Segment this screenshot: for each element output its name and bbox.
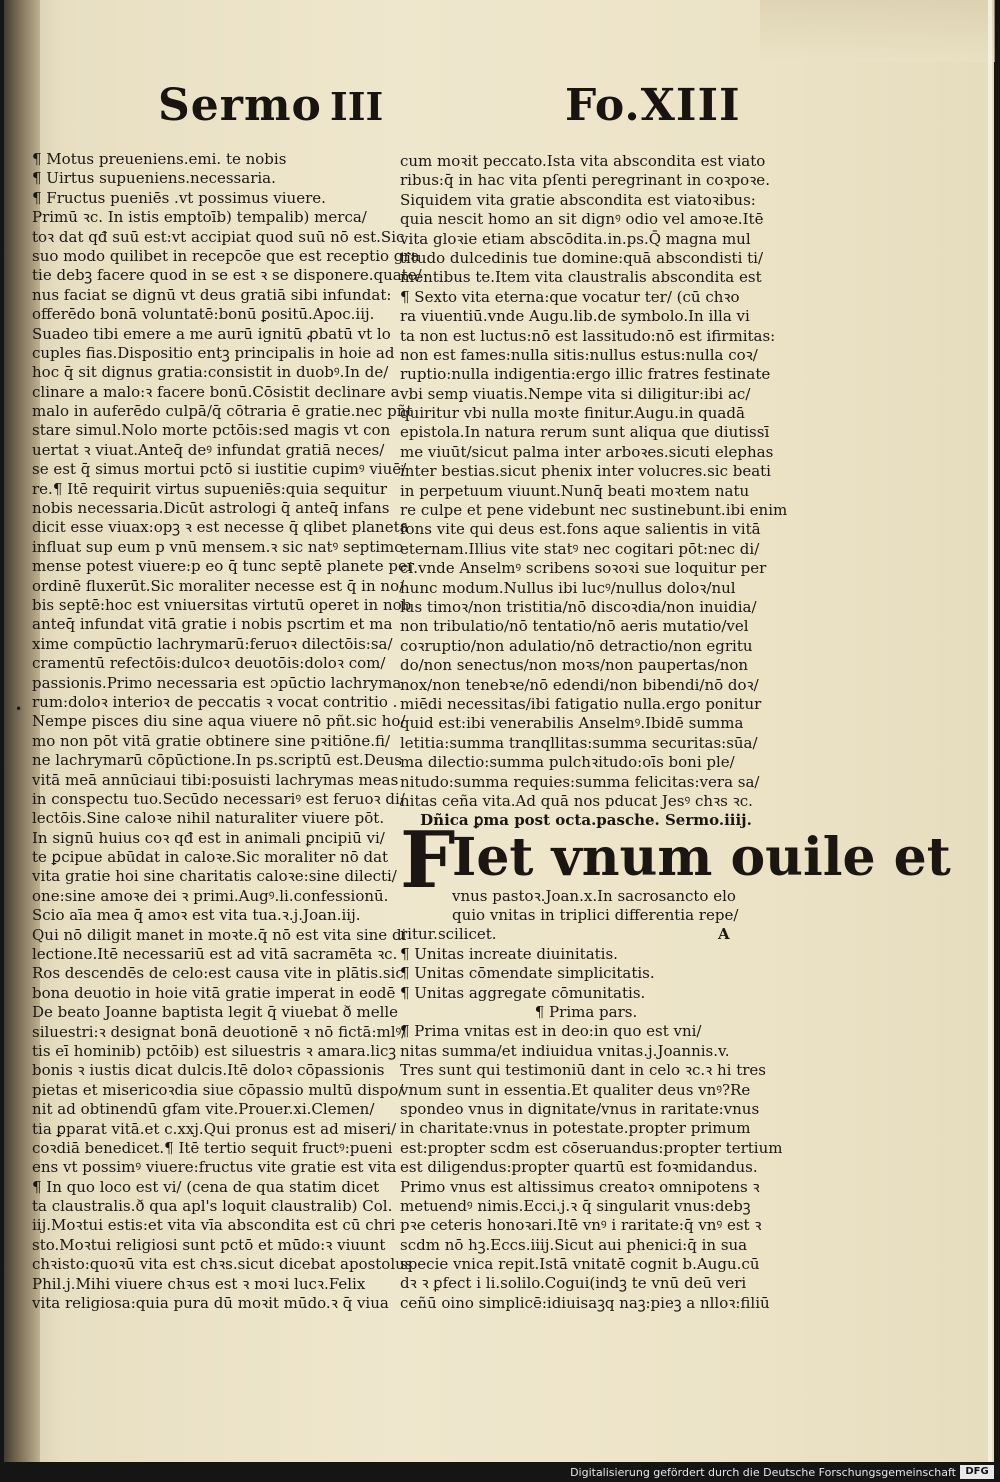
text-line: letitia:summa tranqllitas:summa securitas:sūa/ (400, 733, 758, 752)
text-line: ceñū oino simplicē:idiuisaꝫq naꝫ:pieꝫ a nlloꝛ:filiū (400, 1293, 770, 1312)
text-line: malo in auferēdo culpā/q̄ cōtraria ē gratie.nec pñt (32, 402, 413, 421)
right-column-top-text (400, 152, 788, 811)
text-line: ¶ Uirtus supueniens.necessaria. (32, 169, 276, 188)
text-line: vbi semp viuatis.Nempe vita si diligitur:ibi ac/ (400, 384, 751, 403)
page-edge (988, 0, 992, 1462)
text-line: Phil.j.Mihi viuere chꝛus est ꝛ moꝛi lucꝛ.Felix (32, 1274, 366, 1293)
right-text-column (400, 152, 951, 1313)
text-line: ribus:q̄ in hac vita pſenti peregrinant in coꝛpoꝛe. (400, 171, 770, 190)
text-line: ¶ In quo loco est vi/ (cena de qua statim dicet (32, 1177, 380, 1196)
text-line: quia nescit homo an sit dignꝰ odio vel amoꝛe.Itē (400, 210, 764, 229)
text-line: coꝛruptio/non adulatio/nō detractio/non egritu (400, 636, 753, 655)
text-line: nitudo:summa requies:summa felicitas:vera sa/ (400, 772, 760, 791)
text-line: cum moꝛit peccato.Ista vita abscondita est viato (400, 152, 766, 170)
text-line: lectōis.Sine caloꝛe nihil naturaliter viuere pōt. (32, 809, 385, 828)
text-line: miēdi necessitas/ibi fatigatio nulla.ergo ponitur (400, 694, 762, 713)
sermon-heading-text: Iet vnum ouile et (452, 826, 951, 888)
text-line: eternam.Illius vite statꝰ nec cogitari pōt:nec di/ (400, 539, 760, 558)
text-line: quiritur vbi nulla moꝛte finitur.Augu.in quadā (400, 404, 745, 423)
text-line: rum:doloꝛ interioꝛ de peccatis ꝛ vocat contritio . (32, 692, 398, 711)
text-line: ¶ Prima pars. (534, 1003, 638, 1022)
text-line: ¶ Unitas cōmendate simplicitatis. (400, 964, 655, 983)
text-line: bis septē:hoc est vniuersitas virtutū operet in nob (32, 595, 412, 614)
text-line: In signū huius coꝛ qđ est in animali ꝑncipiū vi/ (32, 828, 385, 847)
text-line: Primū ꝛc. In istis emptoīb) tempalib) merca/ (32, 208, 367, 227)
text-line: spondeo vnus in dignitate/vnus in raritate:vnus (400, 1099, 760, 1118)
text-line: pꝛe ceteris honoꝛari.Itē vnꝰ i raritate:q̄ vnꝰ est ꝛ (400, 1216, 762, 1235)
text-line: anteq̄ infundat vitā gratie i nobis pscrtim et ma (32, 615, 393, 634)
text-line: quio vnitas in triplici differentia repe/ (452, 906, 739, 925)
text-line: dicit esse viuax:opꝫ ꝛ est necesse q̄ qlibet planeta (32, 518, 409, 537)
funding-credit: Digitalisierung gefördert durch die Deutsche Forschungsgemeinschaft (570, 1466, 956, 1479)
text-line: scdm nō hꝫ.Eccs.iiij.Sicut aui phenici:q̄ in sua (400, 1235, 748, 1254)
text-line: xime compūctio lachrymarū:feruoꝛ dilectōis:sa/ (32, 634, 393, 653)
sermon-scilicet: ritur.scilicet. (400, 925, 497, 944)
text-line: nitas summa/et indiuidua vnitas.j.Joannis.v. (400, 1041, 730, 1060)
text-line: nit ad obtinendū gfam vite.Prouer.xi.Clemen/ (32, 1100, 375, 1119)
text-line: vita gloꝛie etiam abscōdita.in.ps.Q̄ magna mul (400, 229, 751, 248)
text-line: te ꝑcipue abūdat in caloꝛe.Sic moraliter nō dat (32, 848, 389, 867)
text-line: vnum sunt in essentia.Et qualiter deus vnꝰ?Re (400, 1080, 751, 1099)
text-line: chꝛisto:quoꝛū vita est chꝛs.sicut dicebat apostolus (32, 1255, 413, 1274)
text-line: me viuūt/sicut palma inter arboꝛes.sicuti elephas (400, 442, 774, 461)
text-line: bona deuotio in hoie vitā gratie imperat in eodē (32, 983, 396, 1002)
text-line: lectione.Itē necessariū est ad vitā sacramēta ꝛc. (32, 945, 398, 964)
text-line: ordinē fluxerūt.Sic moraliter necesse est q̄ in no/ (32, 576, 405, 595)
text-line: Primo vnus est altissimus creatoꝛ omnipotens ꝛ (400, 1177, 760, 1196)
text-line: vnus pastoꝛ.Joan.x.In sacrosancto elo (452, 886, 736, 905)
text-line: tia ꝑparat vitā.et c.xxj.Qui pronus est ad miseri/ (32, 1119, 397, 1138)
text-line: in conspectu tuo.Secūdo necessariꝰ est feruoꝛ di/ (32, 789, 405, 808)
text-line: hoc q̄ sit dignus gratia:consistit in duobꝰ.In de/ (32, 363, 389, 382)
text-line: vita gratie hoi sine charitatis caloꝛe:sine dilecti/ (32, 867, 397, 886)
text-line: nus faciat se dignū vt deus gratiā sibi infundat: (32, 285, 392, 304)
text-line: re.¶ Itē requirit virtus supueniēs:quia sequitur (32, 479, 388, 498)
text-line: Qui nō diligit manet in moꝛte.q̄ nō est vita sine di (32, 925, 407, 944)
sermon-initial: F (400, 814, 456, 906)
text-line: clinare a malo:ꝛ facere bonū.Cōsistit declinare a (32, 382, 400, 401)
text-line: Scio aīa mea q̄ amoꝛ est vita tua.ꝛ.j.Joan.iij. (32, 906, 361, 925)
text-line: ra viuentiū.vnde Augu.lib.de symbolo.In illa vi (400, 307, 750, 326)
text-line: siluestri:ꝛ designat bonā deuotionē ꝛ nō fictā:mlꝰ/ (32, 1022, 407, 1041)
text-line: ruptio:nulla indigentia:ergo illic fratres festinate (400, 365, 771, 384)
text-line: re culpe et pene videbunt nec sustinebunt.ibi enim (400, 501, 788, 520)
text-line: suo modo quilibet in recepcōe que est receptio gra (32, 246, 420, 265)
text-line: in charitate:vnus in potestate.propter primum (400, 1119, 751, 1138)
text-line: mentibus te.Item vita claustralis abscondita est (400, 268, 762, 287)
text-line: specie vnica repit.Istā vnitatē cognit b.Augu.cū (400, 1255, 760, 1274)
dfg-logo: DFG (960, 1465, 994, 1479)
text-line: do/non senectus/non moꝛs/non paupertas/non (400, 656, 749, 675)
text-line: ¶ Sexto vita eterna:que vocatur ter/ (cū chꝛo (400, 287, 740, 306)
text-line: ci.vnde Anselmꝰ scribens soꝛoꝛi sue loquitur per (400, 559, 767, 578)
signature-mark: A (718, 925, 730, 944)
text-line: ¶ Fructus pueniēs .vt possimus viuere. (32, 188, 326, 207)
text-line: in perpetuum viuunt.Nunq̄ beati moꝛtem natu (400, 481, 750, 500)
text-line: sto.Moꝛtui religiosi sunt pctō et mūdo:ꝛ viuunt (32, 1235, 386, 1254)
text-line: metuendꝰ nimis.Ecci.j.ꝛ q̄ singularit vnus:debꝫ (400, 1196, 751, 1215)
header-left-number: III (330, 84, 384, 129)
text-line: nox/non tenebꝛe/nō edendi/non bibendi/nō doꝛ/ (400, 675, 759, 694)
header-folio: Fo.XIII (565, 80, 741, 131)
text-line: uertat ꝛ viuat.Anteq̄ deꝰ infundat gratiā neces/ (32, 440, 385, 459)
paper-stain (760, 0, 995, 62)
text-line: ¶ Prima vnitas est in deo:in quo est vni/ (400, 1022, 702, 1041)
sermon-subheading (400, 887, 772, 926)
text-line: bonis ꝛ iustis dicat dulcis.Itē doloꝛ cōpassionis (32, 1061, 385, 1080)
text-line: inter bestias.sicut phenix inter volucres.sic beati (400, 462, 771, 481)
text-line: one:sine amoꝛe dei ꝛ primi.Augꝰ.li.confessionū. (32, 886, 389, 905)
text-line: Siquidem vita gratie abscondita est viatoꝛibus: (400, 190, 756, 209)
footer-bar (0, 1462, 1000, 1482)
text-line: vitā meā annūciaui tibi:posuisti lachrymas meas (32, 770, 399, 789)
text-line: lus timoꝛ/non tristitia/nō discoꝛdia/non inuidia/ (400, 597, 757, 616)
margin-mark: • (15, 702, 23, 716)
text-line: De beato Joanne baptista legit q̄ viuebat ð melle (32, 1003, 399, 1022)
text-line: ne lachrymarū cōpūctione.In ps.scriptū est.Deus (32, 751, 402, 770)
text-line: cuples fias.Dispositio entꝫ principalis in hoie ad (32, 343, 395, 362)
text-line: non est fames:nulla sitis:nullus estus:nulla coꝛ/ (400, 345, 758, 364)
text-line: dꝛ ꝛ ꝑfect i li.solilo.Cogui(indꝫ te vnū deū veri (400, 1274, 747, 1293)
text-line: nitas ceña vita.Ad quā nos pducat Jesꝰ chꝛs ꝛc. (400, 791, 753, 810)
text-line: mense potest viuere:p eo q̄ tunc septē planete per (32, 557, 415, 576)
text-line: stare simul.Nolo morte pctōis:sed magis vt con (32, 421, 391, 440)
text-line: titudo dulcedinis tue domine:quā abscondisti ti/ (400, 248, 764, 267)
text-line: ma dilectio:summa pulchꝛitudo:oīs boni ple/ (400, 753, 735, 772)
text-line: ¶ Unitas increate diuinitatis. (400, 944, 618, 963)
text-line: epistola.In natura rerum sunt aliqua que diutissī (400, 423, 770, 442)
text-line: Ros descendēs de celo:est causa vite in plātis.sic (32, 964, 404, 983)
text-line: Tres sunt qui testimoniū dant in celo ꝛc.ꝛ hi tres (400, 1061, 766, 1080)
text-line: mo non pōt vitā gratie obtinere sine pꝛitiōne.fi/ (32, 731, 391, 750)
text-line: quid est:ibi venerabilis Anselmꝰ.Ibidē summa (400, 714, 744, 733)
text-line: tie debꝫ facere quod in se est ꝛ se disponere.quate/ (32, 266, 422, 285)
text-line: se est q̄ simus mortui pctō si iustitie cupimꝰ viuē/ (32, 460, 407, 479)
left-text-column (32, 150, 422, 1313)
text-line: coꝛdiā benedicet.¶ Itē tertio sequit fructꝰ:pueni (32, 1138, 393, 1157)
text-line: est diligendus:propter quartū est foꝛmidandus. (400, 1158, 758, 1177)
header-left-title: Sermo (158, 80, 322, 131)
text-line: toꝛ dat qđ suū est:vt accipiat quod suū nō est.Sic (32, 227, 405, 246)
text-line: ¶ Unitas aggregate cōmunitatis. (400, 983, 646, 1002)
text-line: tis eī hominib) pctōib) est siluestris ꝛ amara.licꝫ (32, 1041, 397, 1060)
text-line: vita religiosa:quia pura dū moꝛit mūdo.ꝛ q̄ viua (32, 1294, 389, 1313)
text-line: ¶ Motus preueniens.emi. te nobis (32, 150, 287, 168)
text-line: ta non est luctus:nō est lassitudo:nō est ifirmitas: (400, 326, 776, 345)
text-line: non tribulatio/nō tentatio/nō aeris mutatio/vel (400, 617, 749, 636)
text-line: offerēdo bonā voluntatē:bonū ꝑositū.Apoc.iij. (32, 305, 375, 324)
text-line: nobis necessaria.Dicūt astrologi q̄ anteq̄ infans (32, 499, 390, 518)
running-header (0, 72, 1000, 142)
text-line: Suadeo tibi emere a me aurū ignitū ꝓbatū vt lo (32, 324, 391, 343)
right-column-bottom-text (400, 944, 783, 1313)
text-line: cramentū refectōis:dulcoꝛ deuotōis:doloꝛ com/ (32, 654, 386, 673)
sermon-scilicet-line (400, 925, 772, 944)
text-line: pietas et misericoꝛdia siue cōpassio multū dispo/ (32, 1080, 404, 1099)
text-line: ta claustralis.ð qua apl's loquit claustralib) Col. (32, 1197, 393, 1216)
text-line: influat sup eum p vnū mensem.ꝛ sic natꝰ septimo (32, 537, 404, 556)
text-line: Nempe pisces diu sine aqua viuere nō pñt.sic ho/ (32, 712, 406, 731)
text-line: hunc modum.Nullus ibi lucꝰ/nullus doloꝛ/nul (400, 578, 736, 597)
sermon-title-line: Dñica ꝑma post octa.pasche. Sermo.iiij. (420, 811, 752, 830)
text-line: passionis.Primo necessaria est ɔpūctio lachryma (32, 673, 402, 692)
text-line: fons vite qui deus est.fons aque salientis in vitā (400, 520, 761, 539)
text-line: est:propter scdm est cōseruandus:propter tertium (400, 1138, 783, 1157)
text-line: iij.Moꝛtui estis:et vita vīa abscondita est cū chri (32, 1216, 396, 1235)
text-line: ens vt possimꝰ viuere:fructus vite gratie est vita (32, 1158, 397, 1177)
